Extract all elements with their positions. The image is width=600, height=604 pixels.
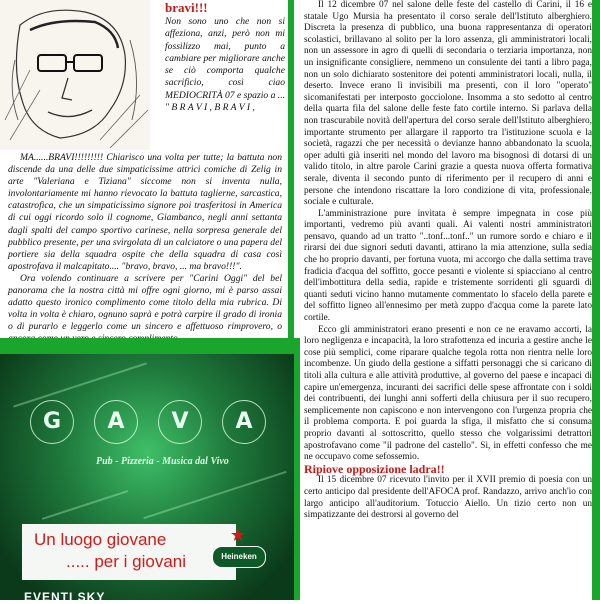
section-title: Ripiove opposizione ladra!! [304,461,445,476]
gava-letter: A [94,400,138,444]
gava-advertisement [0,354,300,604]
heineken-logo: Heineken [212,546,266,568]
gava-letter: A [222,400,266,444]
ad-slogan-line1: Un luogo giovane [34,530,167,549]
gava-letter: V [158,400,202,444]
article-intro-text: Non sono uno che non si affeziona, anzi, però non mi fossilizzo mai, punto a cambiare per migliorare anche se ciò comporta qualche sacrificio, così ciao MEDIOCRITÀ 07 e spazio a ... " B R A V I , B R A V I , [165,16,285,114]
article-paragraph: Ora volendo continuare a scrivere per "Carini Oggi" del bel panorama che la nostra città mi offre ogni giorno, mi è parso assai adatto questo ironico complimento come titolo della mia rubrica. Di volta in volta è chiaro, ognuno saprà e potrà carpire il grado di ironia o di purarlo e leggerlo come un sincero e affettuoso rimprovero, o [8,272,282,333]
green-border [592,0,600,600]
author-sketch-illustration [0,0,150,150]
right-article [304,0,592,600]
left-article [0,0,294,338]
article-paragraph: Ecco gli amministratori erano presenti e non ce ne eravamo accorti, la loro negligenza e incapacità, la loro strafottenza ed incuria a gestire anche le cose più semplici, come riparare qualche tegola rotta non rientra nelle loro incombenze. Un giudo della gestione a siffatti personaggi che si caricano di titoli alla cultura e alle attività produttive, al governo del paese e incapaci di capire un'emergenza, incuranti dei sacrifici delle spese affrontate con i soldi dei contribuenti, dei lunghi anni sofferti della chiusura per il suo recupero, semplicemente non capiscono e non intervengono con l'urgenza propria che il problema comporta. E poi guarda la sfiga, il misfatto che si consuma proprio davanti al sottoscritto, quello stesso che volgarissimi detrattori apostrofavano come "il padrone del castello". Sì, in effetti confesso che me ne occupavo come sefossemio. [304,324,592,463]
article-paragraph: Il 12 dicembre 07 nel salone delle feste del castello di Carini, il 16 e statale Ugo Mursia ha presentato il corso serale dell'Istituto alberghiero. Discreta la presenza di pubblico, una buona rappresentanza di operatori scolastici, brillavano al solito per la loro assenza, gli amministratori locali, non un assessore in agro di quelli di secondaria o terziaria importanza, non un insignificante consigliere, nemmeno un consulente dei tanti a libro paga, non un solo dichiarato sostenitore dei potenti amministratori locali, nulla, il deserto. Invece erano lì invisibili ma presenti, con il loro "operato" sicomanifestati per interposto gocciolone. Insomma a sto sedotto al centro della quarta fila del salone delle feste fato cortile interno. Si parlava della non trascurabile novità dell'apertura del corso serale dell'Istituto alberghiero, importante strumento per allargare il rapporto tra l'istituzione scuola e la società, ragazzi che per necessità o devianze hanno abbandonato la scuola, oper adulti già inseriti nel mondo del lavoro ma bisognosi di dotarsi di un valido titolo, in altre parole Carini grazie a questa nuova offerta formativa serale, diventa il secondo punto di riferimento per il recupero di anni e persone che intendono riscattare la loro condizione di vita, professionale, sociale e culturale. [304,0,592,208]
gava-logo [30,400,270,450]
gava-letter: G [30,400,74,444]
article-paragraph: L'amministrazione pure invitata è sempre impegnata in cose più importanti, vedremo più avanti quali. Ai valenti nostri amministratori pensavo, quando ad un tratto "..tonf...tonf.." un rumore sordo e chiaro e il rirarsi dei due signori seduti davanti, attirano la mia attenzione, sulla sedia che ho proprio davanti, per fortuna vuota, mi accorgo che dalla settima trave fradicia d'acqua del soffitto, gocce pesanti e violente si spiacciano al centro dell'imbottitura della sedia, rapide e tristemente sorridenti gli sguardi di quanti seduti vicino hanno mutamente commentato lo sfacelo della parete e del soffitto ligneo all'ennesimo per metà zuppo d'acqua come la parete lato cortile. [304,208,592,324]
article-body [0,152,284,346]
ad-slogan-line2: ..... per i giovani [66,552,187,571]
ad-slogan-panel [22,524,236,580]
article-headline: bravi!!! [165,0,208,15]
article-paragraph: MA......BRAVI!!!!!!!!! Chiarisco una volta per tutte; la battuta non discende da una delle due simpaticissime attrici comiche di Zelig in arte "Valeriana e Tiziana" siccome non si inventa nulla, involontariamente mi hanno rievocato la battuta taglierne, sarcastica, catastrofica, che un simpaticissimo signore poi trasferitosi in America di cui oggi ricordo solo il cognome, Giambanco, negli anni settanta dagli spalti del campo sportivo carinese, nella sorpresa generale del pubblico presente, per una svirgolata di un calciatore o una papera del portiere sia della squadra ospite che della squadra di casa così apostrofava il malcapitato.... "bravo, bravo, ... ma bravo!!!". [8,152,282,272]
gava-subtitle: Pub - Pizzeria - Musica dal Vivo [96,456,229,467]
article-paragraph: Il 15 dicembre 07 ricevuto l'invito per il XVII premio di poesia con un certo anticipo dal presidente dell'AFOCA prof. Randazzo, arrivo anch'io con largo anticipo all'auditorium. Totuccio Aiello. Un tizio certo non un simpatizzante dei destrorsi al governo del [304,475,592,521]
ad-bottom-text: EVENTI SKY [24,590,106,604]
green-divider [0,338,300,354]
star-icon: ★ [229,525,247,545]
